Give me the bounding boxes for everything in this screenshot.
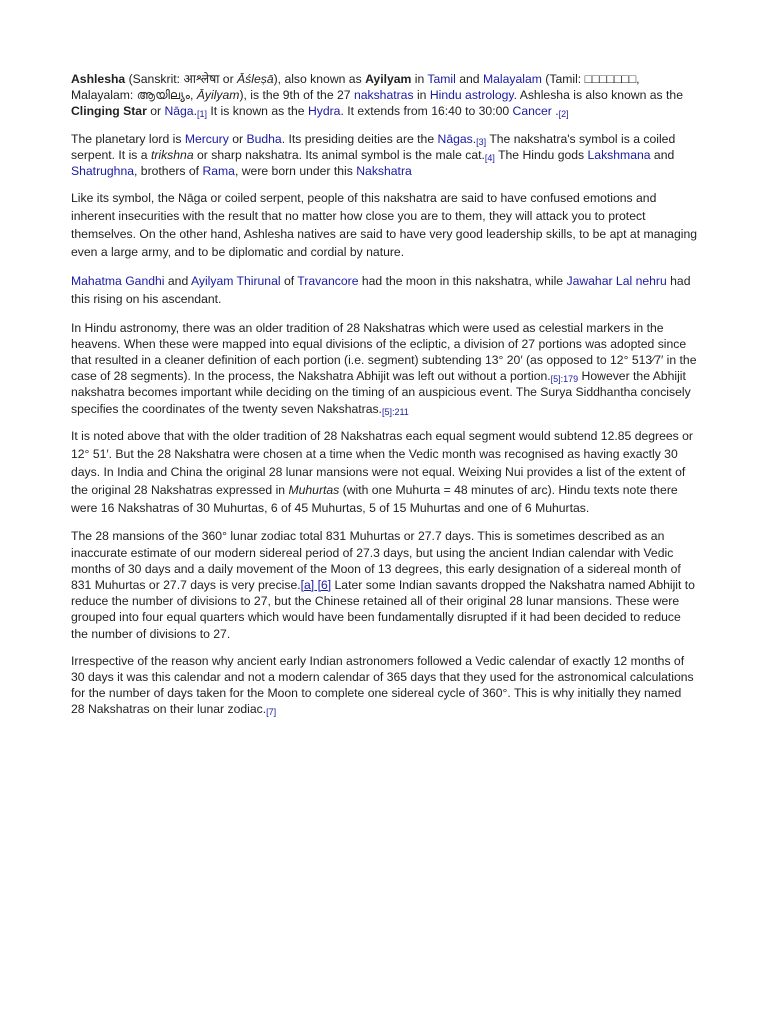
ref-5-page-211[interactable]: [5]:211 xyxy=(381,406,409,417)
malayalam-script: ആയില്യം xyxy=(136,88,190,103)
tamil-script-placeholder: □□□□□□□ xyxy=(584,72,637,86)
link-mahatma-gandhi[interactable]: Mahatma Gandhi xyxy=(71,273,165,288)
link-travancore[interactable]: Travancore xyxy=(297,273,359,288)
article-title-term: Ashlesha xyxy=(71,72,126,86)
ref-1[interactable]: [1] xyxy=(196,109,207,120)
article-body xyxy=(71,71,697,729)
link-jawahar-lal-nehru[interactable]: Jawahar Lal nehru xyxy=(566,273,667,288)
link-tamil[interactable]: Tamil xyxy=(427,72,456,86)
link-nakshatra[interactable]: Nakshatra xyxy=(356,164,412,179)
ref-3[interactable]: [3] xyxy=(476,136,487,147)
ref-5-page-179[interactable]: [5]:179 xyxy=(550,374,579,385)
link-budha[interactable]: Budha xyxy=(246,131,282,146)
notable-people-paragraph: Mahatma Gandhi and Ayilyam Thirunal of Travancore had the moon in this nakshatra, while Jawahar Lal nehru had this rising on his ascendant. xyxy=(71,273,691,306)
sanskrit-script: आश्लेषा xyxy=(183,72,220,86)
link-hindu-astrology[interactable]: Hindu astrology xyxy=(429,88,514,103)
link-nakshatras[interactable]: nakshatras xyxy=(353,88,414,103)
link-ayilyam-thirunal[interactable]: Ayilyam Thirunal xyxy=(190,273,281,288)
link-naga[interactable]: Nāga xyxy=(164,104,194,119)
intro-paragraph: Ashlesha (Sanskrit: आश्लेषा or Āśleṣā), also known as Ayilyam in Tamil and Malayalam (Tamil: □□□□□□□, Malayalam: ആയില്യം, Āyilyam), is the 9th of the 27 nakshatras in Hindu astrology. Ashlesha is also known as the Clinging Star or Nāga.[1] It is known as the Hydra. It extends from 16:40 to 30:00 Cancer .[2] xyxy=(71,72,683,120)
astronomy-paragraph: In Hindu astronomy, there was an older tradition of 28 Nakshatras which were used as celestial markers in the heavens. When these were mapped into equal divisions of the ecliptic, a division of 27 portions was adopted since that resulted in a cleaner definition of each portion (i.e. segment) subtending 13° 20′ (as opposed to 12° 513⁄7′ in the case of 28 segments). In the process, the Naksha​tra Abhijit was left out without a portion.$^{[5]:179}$ However the Abhijit nakshatra becomes important while deciding on the timing of an auspicious event. The Surya Siddhantha concisely specifies the coordinates of the twenty seven Nakshatras.$^{[5]:211}$ xyxy=(71,320,697,417)
link-hydra[interactable]: Hydra xyxy=(307,104,341,119)
ayilyam-term: Ayilyam xyxy=(365,72,412,86)
lunar-mansions-paragraph: The 28 mansions of the 360° lunar zodiac total 831 Muhurtas or 27.7 days. This is sometimes described as an inaccurate estimate of our modern sidereal period of 27.3 days, but using the ancient Indian calendar with Vedic months of 30 days and a daily movement of the Moon of 13 degrees, this early designation of a sidereal month of 831 Muhurtas or 27.7 days is very precise.[a] [6] Later some Indian savants dropped the Nakshatra named Abhijit to reduce the number of divisions to 27, but the Chinese retained all of their original 28 lunar mansions. These were grouped into four equal quarters which would have been fundamentally disrupted if it had been decided to reduce the number of divisions to 27. xyxy=(71,529,695,641)
ref-7[interactable]: [7] xyxy=(266,707,277,718)
ref-a-6[interactable]: [a] [6] xyxy=(300,578,332,593)
planetary-lord-paragraph: The planetary lord is Mercury or Budha. Its presiding deities are the Nāgas.[3] The nakshatra's symbol is a coiled serpent. It is a trikshna or sharp nakshatra. Its animal symbol is the male cat.[4] The Hindu gods Lakshmana and Shatrughna, brothers of Rama, were born under this Nakshatra xyxy=(71,131,676,179)
link-rama[interactable]: Rama xyxy=(202,164,235,179)
ref-2[interactable]: [2] xyxy=(558,109,569,120)
link-cancer[interactable]: Cancer xyxy=(512,104,552,119)
muhurtas-paragraph: It is noted above that with the older tradition of 28 Nakshatras each equal segment would subtend 12.85 degrees or 12° 51′. But the 28 Nakshatra were chosen at a time when the Vedic month was recognised as having exactly 30 days. In India and China the original 28 lunar mansions were not equal. Weixing Nui provides a list of the extent of the original 28 Nakshatras expressed in Muhurtas (with one Muhurta = 48 minutes of arc). Hindu texts note there were 16 Nakshatras of 30 Muhurtas, 6 of 45 Muhurtas, 5 of 15 Muhurtas and one of 6 Muhurtas. xyxy=(71,428,693,515)
ayilyam-italic: Āyilyam xyxy=(196,88,240,103)
muhurtas-term: Muhurtas xyxy=(288,482,340,497)
iast-term: Āśleṣā xyxy=(237,72,274,86)
trikshna-term: trikshna xyxy=(150,147,194,162)
symbol-paragraph: Like its symbol, the Nāga or coiled serpent, people of this nakshatra are said to have confused emotions and inherent insecurities with the result that no matter how close you are to them, they will attack you to protect themselves. On the other hand, Ashlesha natives are said to have very good leadership skills, to be apt at managing even a large army, and to be diplomatic and cordial by nature. xyxy=(71,191,698,259)
fraction-three-sevenths: 3⁄7 xyxy=(645,353,661,368)
link-malayalam[interactable]: Malayalam xyxy=(482,72,542,86)
ref-4[interactable]: [4] xyxy=(484,152,495,163)
link-shatrughna[interactable]: Shatrughna xyxy=(71,164,135,179)
vedic-calendar-paragraph: Irrespective of the reason why ancient early Indian astronomers followed a Vedic calendar of exactly 12 months of 30 days it was this calendar and not a modern calendar of 365 days that they used for the astronomical calculations for the number of days taken for the Moon to complete one sidereal cycle of 360°. This is why initially they named 28 Nakshatras on their lunar zodiac.[7] xyxy=(71,653,694,718)
link-mercury[interactable]: Mercury xyxy=(184,131,229,146)
link-nagas[interactable]: Nāgas xyxy=(437,131,473,146)
link-lakshmana[interactable]: Lakshmana xyxy=(587,147,651,162)
clinging-star-term: Clinging Star xyxy=(71,104,147,119)
